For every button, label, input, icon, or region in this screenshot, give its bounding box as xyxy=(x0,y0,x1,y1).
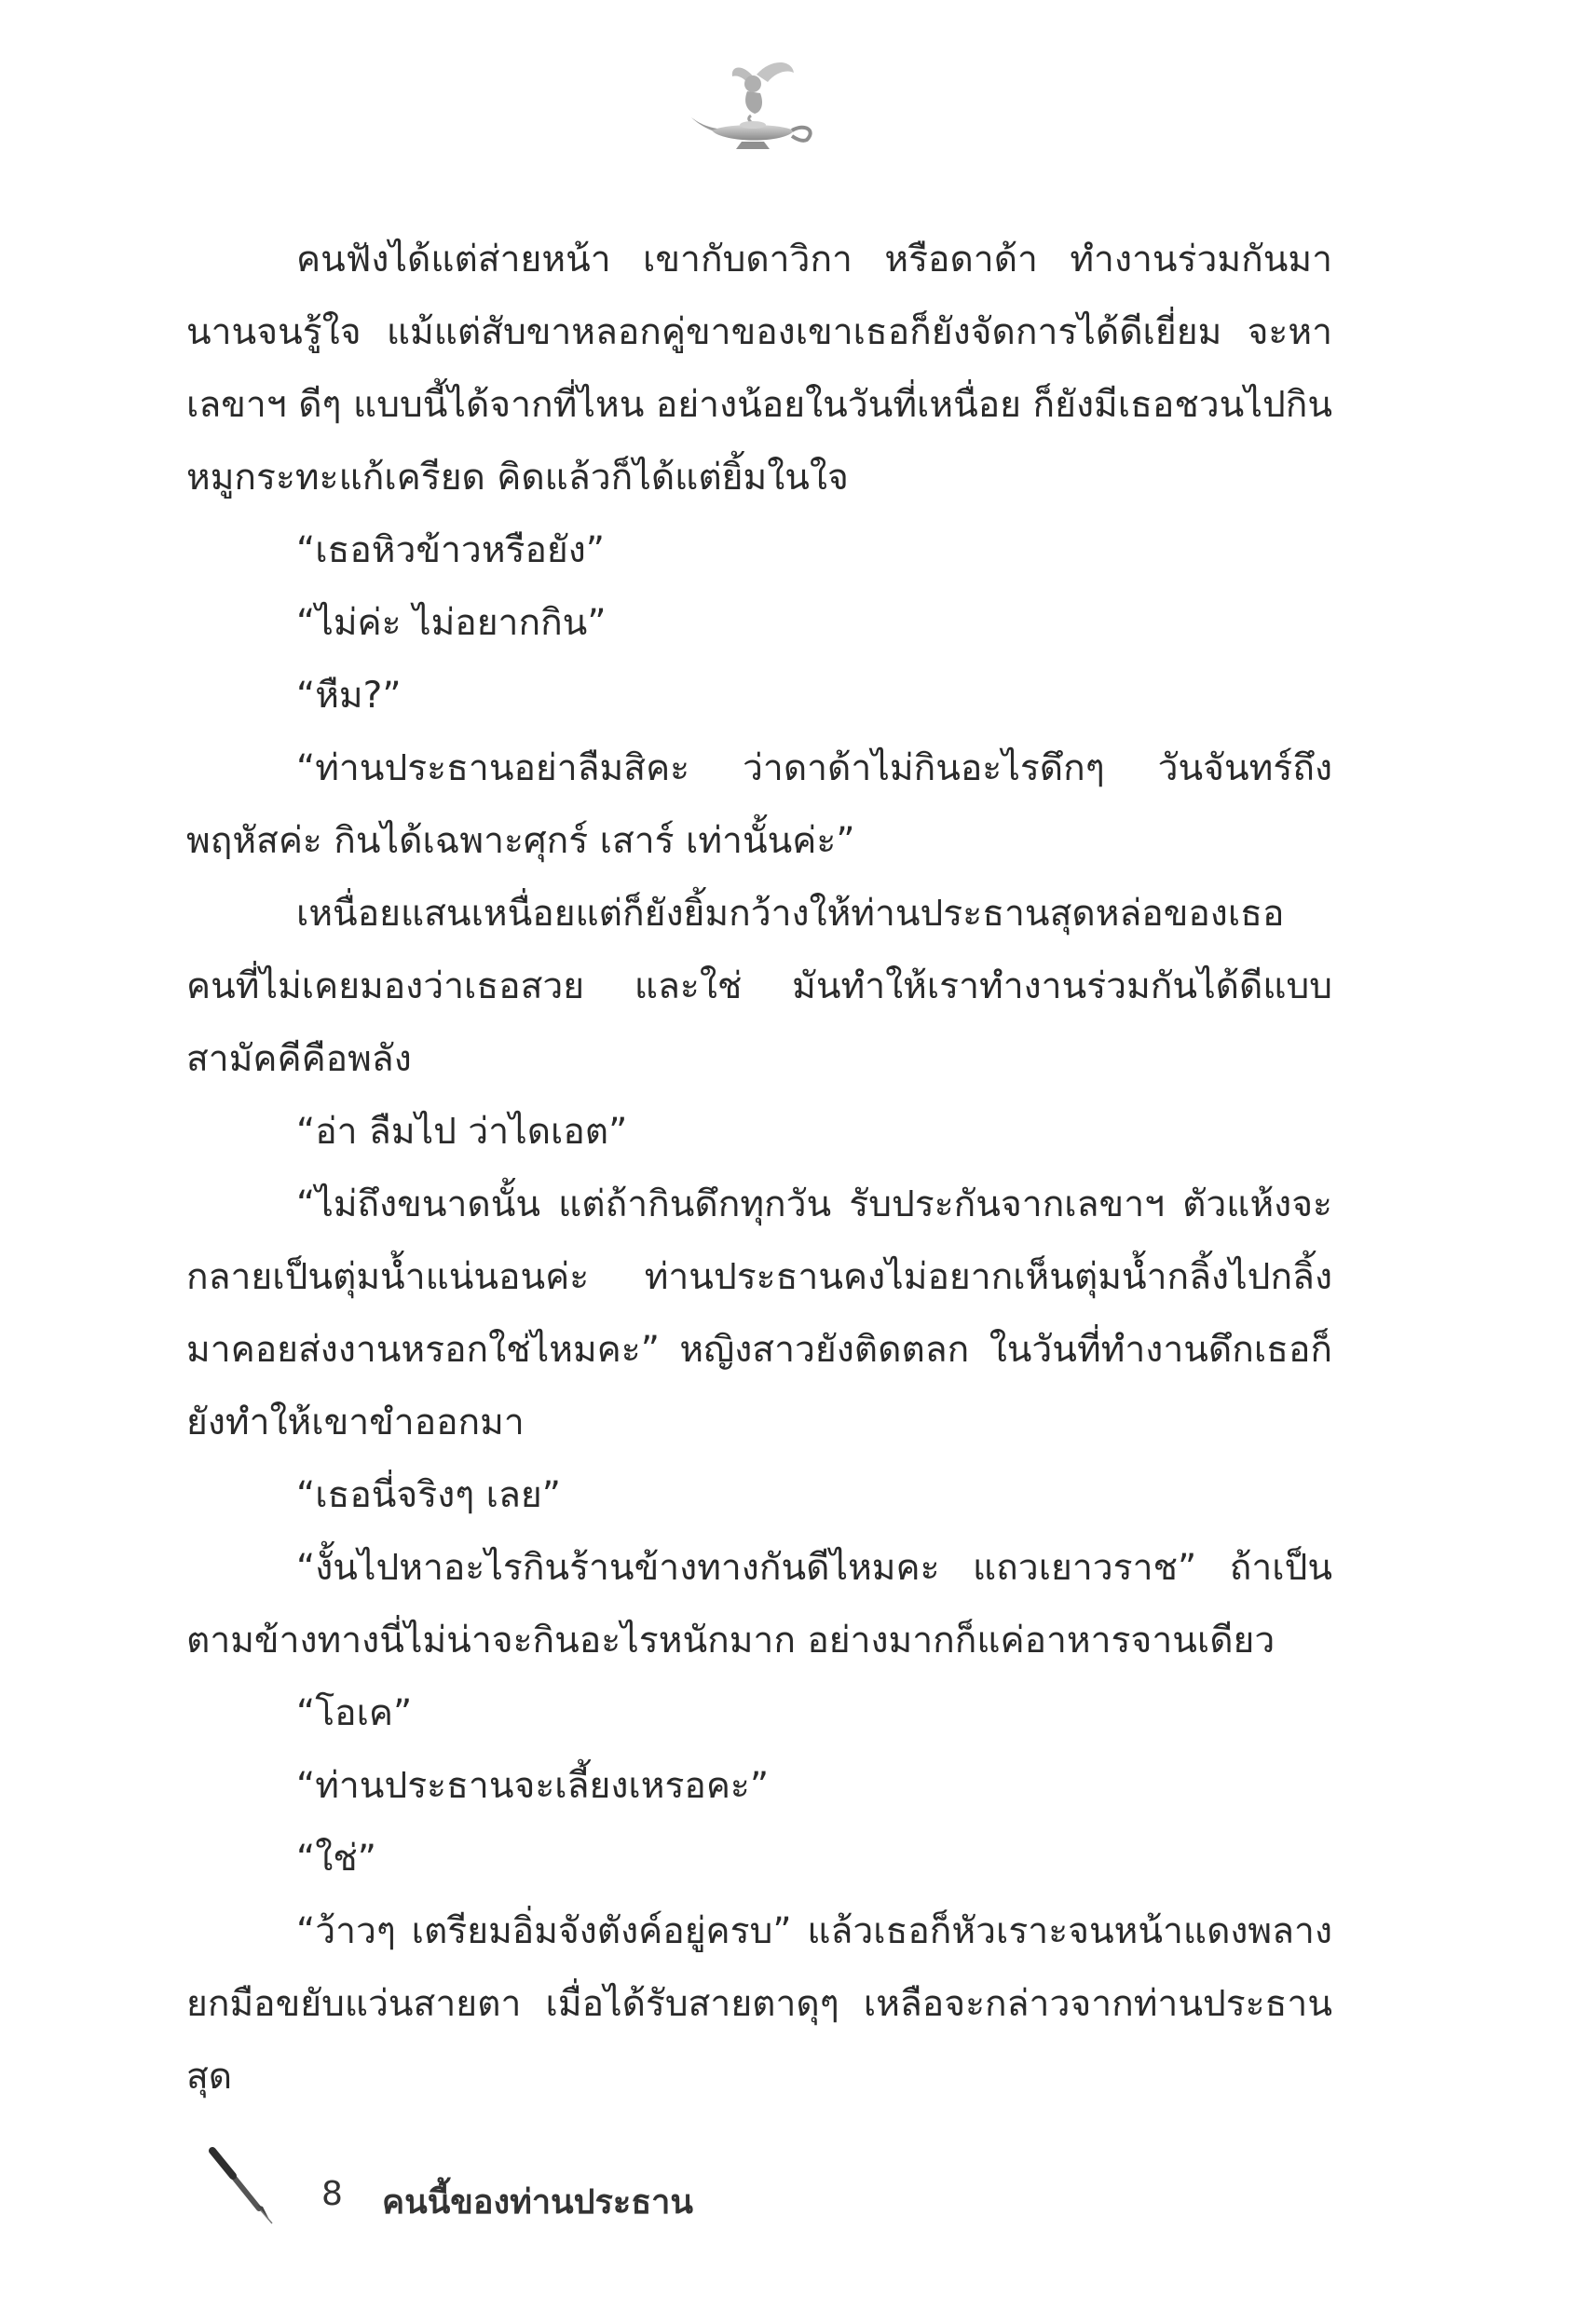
dialogue-line: “หืม?” xyxy=(296,675,402,717)
page-footer xyxy=(205,2143,1044,2227)
dialogue-line: “โอเค” xyxy=(296,1692,413,1734)
dialogue-line: “ไม่ถึงขนาดนั้น แต่ถ้ากินดึกทุกวัน รับประกันจากเลขาฯ ตัวแห้งจะกลายเป็นตุ่มน้ำแน่นอนค่ะ ท่านประธานคงไม่อยากเห็นตุ่มน้ำกลิ้งไปกลิ้งมาคอยส่งงานหรอกใช่ไหมคะ” หญิงสาวยังติดตลก ในวันที่ทำงานดึกเธอก็ยังทำให้เขาขำออกมา xyxy=(186,1183,1332,1443)
cherub-lamp-icon xyxy=(689,56,820,158)
dialogue-line: “อ่า ลืมไป ว่าไดเอต” xyxy=(296,1111,628,1153)
paragraph: เหนื่อยแสนเหนื่อยแต่ก็ยังยิ้มกว้างให้ท่านประธานสุดหล่อของเธอ คนที่ไม่เคยมองว่าเธอสวย และใช่ มันทำให้เราทำงานร่วมกันได้ดีแบบสามัคคีคือพลัง xyxy=(186,893,1332,1080)
dialogue-line: “เธอหิวข้าวหรือยัง” xyxy=(296,529,606,571)
body-text xyxy=(186,224,1332,2113)
dialogue-line: “ไม่ค่ะ ไม่อยากกิน” xyxy=(296,602,607,644)
dialogue-line: “เธอนี่จริงๆ เลย” xyxy=(296,1474,561,1516)
paragraph: คนฟังได้แต่ส่ายหน้า เขากับดาวิกา หรือดาด้า ทำงานร่วมกันมานานจนรู้ใจ แม้แต่สับขาหลอกคู่ขาของเขาเธอก็ยังจัดการได้ดีเยี่ยม จะหาเลขาฯ ดีๆ แบบนี้ได้จากที่ไหน อย่างน้อยในวันที่เหนื่อย ก็ยังมีเธอชวนไปกินหมูกระทะแก้เครียด คิดแล้วก็ได้แต่ยิ้มในใจ xyxy=(186,239,1332,499)
dialogue-line: “ว้าวๆ เตรียมอิ่มจังตังค์อยู่ครบ” แล้วเธอก็หัวเราะจนหน้าแดงพลางยกมือขยับแว่นสายตา เมื่อได้รับสายตาดุๆ เหลือจะกล่าวจากท่านประธานสุด xyxy=(186,1910,1332,2098)
book-title: คนนี้ของท่านประธาน xyxy=(382,2183,693,2222)
dialogue-line: “ใช่” xyxy=(296,1838,376,1880)
page-number: 8 xyxy=(321,2175,343,2213)
dialogue-line: “ท่านประธานจะเลี้ยงเหรอคะ” xyxy=(296,1765,770,1807)
fountain-pen-icon xyxy=(205,2143,280,2227)
dialogue-line: “ท่านประธานอย่าลืมสิคะ ว่าดาด้าไม่กินอะไรดึกๆ วันจันทร์ถึงพฤหัสค่ะ กินได้เฉพาะศุกร์ เสาร์ เท่านั้นค่ะ” xyxy=(186,747,1332,862)
dialogue-line: “งั้นไปหาอะไรกินร้านข้างทางกันดีไหมคะ แถวเยาวราช” ถ้าเป็นตามข้างทางนี่ไม่น่าจะกินอะไรหนักมาก อย่างมากก็แค่อาหารจานเดียว xyxy=(186,1547,1332,1661)
